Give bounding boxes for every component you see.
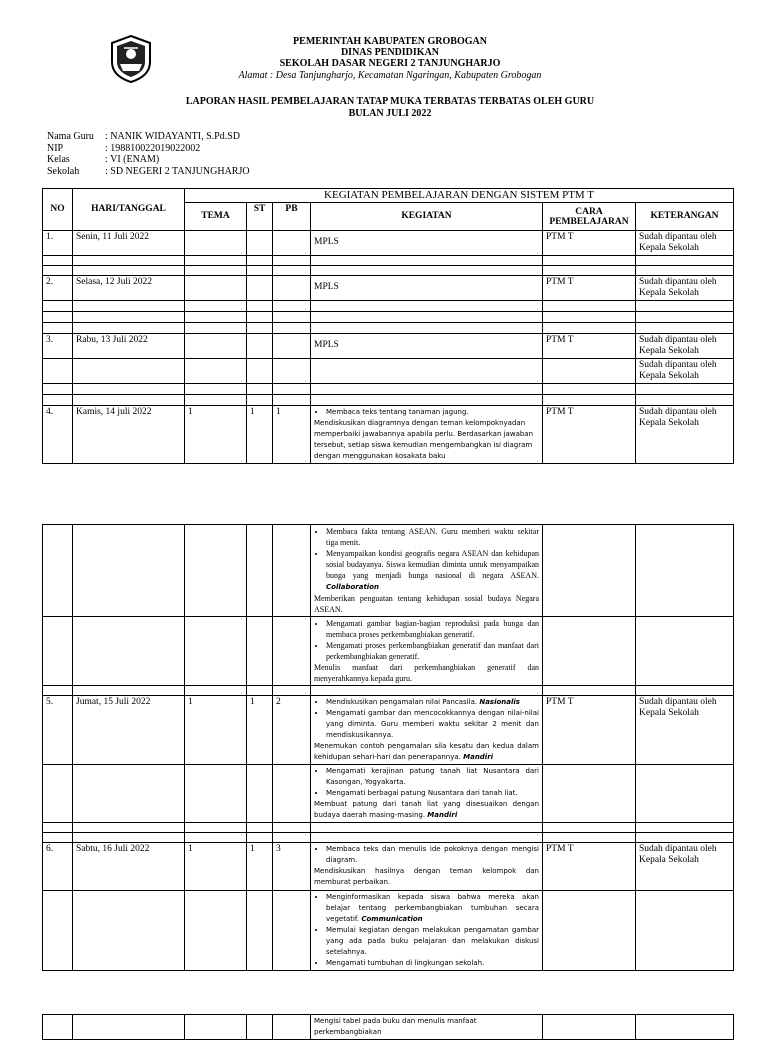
activity-text: Mendiskusikan diagramnya dengan teman kelompoknyadan memperbaiki jawabannya apabila perlu. Berdasarkan jawaban tersebut, setiap siswa kemudian mengembangkan isi diagram dengan menggunakan kosakata baku bbox=[314, 419, 534, 460]
identity-label: Kelas bbox=[47, 154, 70, 165]
row-st: 1 bbox=[247, 406, 273, 464]
row-note: Sudah dipantau oleh Kepala Sekolah bbox=[636, 359, 734, 384]
row-note: Sudah dipantau oleh Kepala Sekolah bbox=[636, 406, 734, 464]
identity-label: NIP bbox=[47, 142, 64, 154]
row-method: PTM T bbox=[543, 231, 636, 256]
row-activity bbox=[311, 616, 543, 685]
row-note: Sudah dipantau oleh Kepala Sekolah bbox=[636, 334, 734, 359]
identity-label: Nama Guru bbox=[47, 131, 94, 142]
row-activity bbox=[311, 525, 543, 617]
table-row bbox=[43, 406, 734, 464]
col-header-st: ST bbox=[247, 203, 273, 231]
activity-tag: Mandiri bbox=[463, 752, 494, 761]
row-day: Selasa, 12 Juli 2022 bbox=[73, 276, 185, 301]
row-no: 1. bbox=[43, 231, 73, 256]
row-note: Sudah dipantau oleh Kepala Sekolah bbox=[636, 842, 734, 890]
activity-bullet: • Membaca fakta tentang ASEAN. Guru memberi waktu sekitar tiga menit. bbox=[326, 526, 539, 548]
row-day: Kamis, 14 juli 2022 bbox=[73, 406, 185, 464]
department-title: DINAS PENDIDIKAN bbox=[340, 47, 440, 58]
row-day: Sabtu, 16 Juli 2022 bbox=[73, 842, 185, 890]
row-day: Rabu, 13 Juli 2022 bbox=[73, 334, 185, 359]
row-activity bbox=[311, 842, 543, 890]
activity-table-page-1 bbox=[42, 188, 734, 464]
row-activity bbox=[311, 764, 543, 822]
table-row bbox=[43, 276, 734, 301]
identity-value: : VI (ENAM) bbox=[105, 154, 160, 165]
activity-bullet: Menginformasikan kepada siswa bahwa mereka akan belajar tentang perkembangbiakan tumbuhan secara vegetatif. bbox=[326, 892, 539, 923]
col-header-cara: CARA PEMBELAJARAN bbox=[543, 203, 636, 231]
row-activity bbox=[311, 695, 543, 764]
row-tema: 1 bbox=[185, 406, 247, 464]
identity-value: : 198810022019022002 bbox=[105, 142, 201, 154]
row-method: PTM T bbox=[543, 334, 636, 359]
row-st: 1 bbox=[247, 695, 273, 764]
school-address: Alamat : Desa Tanjungharjo, Kecamatan Ngaringan, Kabupaten Grobogan bbox=[238, 70, 542, 81]
activity-tag: Nasionalis bbox=[479, 697, 520, 706]
col-header-kegiatan: KEGIATAN bbox=[311, 203, 543, 231]
row-pb: 1 bbox=[273, 406, 311, 464]
activity-table-page-2 bbox=[42, 524, 734, 971]
row-pb: 2 bbox=[273, 695, 311, 764]
row-day: Jumat, 15 Juli 2022 bbox=[73, 695, 185, 764]
table-row bbox=[43, 616, 734, 685]
col-header-tema: TEMA bbox=[185, 203, 247, 231]
col-header-no: NO bbox=[43, 189, 73, 231]
row-activity: MPLS bbox=[314, 282, 339, 292]
col-header-pb: PB bbox=[273, 203, 311, 231]
row-pb: 3 bbox=[273, 842, 311, 890]
activity-bullet: Menyampaikan kondisi geografis negara ASEAN dan kehidupan sosial budayanya. Siswa kemudian diminta untuk menyampaikan bunga yang menjadi bunga nasional di negara ASEAN. bbox=[326, 549, 539, 580]
school-title: SEKOLAH DASAR NEGERI 2 TANJUNGHARJO bbox=[279, 58, 501, 69]
activity-text: Mendiskusikan hasilnya dengan teman kelompok dan memburat perbaikan. bbox=[314, 866, 539, 886]
row-activity: Mengisi tabel pada buku dan menulis manfaat perkembangbiakan bbox=[311, 1015, 543, 1040]
col-header-group: KEGIATAN PEMBELAJARAN DENGAN SISTEM PTM T bbox=[185, 189, 734, 203]
row-activity bbox=[311, 890, 543, 970]
identity-label: Sekolah bbox=[47, 165, 80, 177]
table-row bbox=[43, 842, 734, 890]
activity-text: Menemukan contoh pengamalan sila kesatu dan kedua dalam kehidupan sehari-hari dan penerapannya. bbox=[314, 741, 539, 761]
gov-title: PEMERINTAH KABUPATEN GROBOGAN bbox=[293, 36, 487, 47]
row-no: 2. bbox=[43, 276, 73, 301]
table-row bbox=[43, 695, 734, 764]
activity-bullet: • Mengamati gambar bagian-bagian reproduksi pada bunga dan membaca proses perkembangbiakan generatif. bbox=[326, 618, 539, 640]
teacher-identity bbox=[47, 131, 250, 177]
activity-tag: Communication bbox=[361, 914, 423, 923]
activity-text: Menulis manfaat dari perkembangbiakan generatif dan menyerahkannya kepada guru. bbox=[314, 662, 539, 683]
row-method: PTM T bbox=[543, 406, 636, 464]
row-method: PTM T bbox=[543, 276, 636, 301]
row-method: PTM T bbox=[543, 695, 636, 764]
table-row bbox=[43, 334, 734, 359]
table-row bbox=[43, 1015, 734, 1040]
col-header-day-date: HARI/TANGGAL bbox=[73, 189, 185, 231]
row-note: Sudah dipantau oleh Kepala Sekolah bbox=[636, 276, 734, 301]
row-note: Sudah dipantau oleh Kepala Sekolah bbox=[636, 231, 734, 256]
row-tema: 1 bbox=[185, 695, 247, 764]
activity-bullet: • Memulai kegiatan dengan melakukan pengamatan gambar yang ada pada buku pelajaran dan melakukan diskusi setelahnya. bbox=[326, 925, 539, 958]
col-header-keterangan: KETERANGAN bbox=[636, 203, 734, 231]
activity-bullet: • Mengamati gambar dan mencocokkannya dengan nilai-nilai yang diminta. Guru memberi waktu sekitar 2 menit dan mendiskusikannya. bbox=[326, 708, 539, 741]
row-activity: MPLS bbox=[314, 340, 339, 350]
row-no: 5. bbox=[43, 695, 73, 764]
report-month: BULAN JULI 2022 bbox=[348, 108, 432, 119]
activity-bullet: • Membaca teks dan menulis ide pokoknya dengan mengisi diagram. bbox=[326, 844, 539, 866]
activity-tag: Collaboration bbox=[326, 583, 380, 591]
row-st: 1 bbox=[247, 842, 273, 890]
identity-value: : NANIK WIDAYANTI, S.Pd.SD bbox=[105, 131, 241, 142]
activity-bullet: • Mengamati tumbuhan di lingkungan sekolah. bbox=[326, 958, 539, 969]
activity-bullet: Mendiskusikan pengamalan nilai Pancasila. bbox=[326, 697, 478, 706]
activity-bullet: • Mengamati berbagai patung Nusantara dari tanah liat. bbox=[326, 788, 539, 799]
row-activity: MPLS bbox=[314, 237, 339, 247]
row-tema: 1 bbox=[185, 842, 247, 890]
row-no: 6. bbox=[43, 842, 73, 890]
row-activity bbox=[311, 406, 543, 464]
report-title: LAPORAN HASIL PEMBELAJARAN TATAP MUKA TERBATAS TERBATAS OLEH GURU bbox=[185, 96, 595, 107]
row-method: PTM T bbox=[543, 842, 636, 890]
activity-text: Membuat patung dari tanah liat yang disesuaikan dengan budaya daerah masing-masing. bbox=[314, 799, 539, 819]
row-no: 4. bbox=[43, 406, 73, 464]
row-day: Senin, 11 Juli 2022 bbox=[73, 231, 185, 256]
table-row bbox=[43, 764, 734, 822]
table-row bbox=[43, 890, 734, 970]
activity-bullet: • Membaca teks tentang tanaman jagung. bbox=[326, 407, 539, 418]
activity-table-page-3 bbox=[42, 1014, 734, 1040]
row-no: 3. bbox=[43, 334, 73, 359]
table-row bbox=[43, 231, 734, 256]
table-row bbox=[43, 525, 734, 617]
activity-bullet: • Mengamati kerajinan patung tanah liat Nusantara dari Kasongan, Yogyakarta. bbox=[326, 766, 539, 788]
activity-text: Memberikan penguatan tentang kehidupan sosial budaya Negara ASEAN. bbox=[314, 593, 539, 614]
identity-value: : SD NEGERI 2 TANJUNGHARJO bbox=[105, 165, 250, 177]
activity-tag: Mandiri bbox=[427, 810, 458, 819]
row-note: Sudah dipantau oleh Kepala Sekolah bbox=[636, 695, 734, 764]
activity-bullet: • Mengamati proses perkembangbiakan generatif dan manfaat dari perkembangbiakan generatif. bbox=[326, 640, 539, 662]
